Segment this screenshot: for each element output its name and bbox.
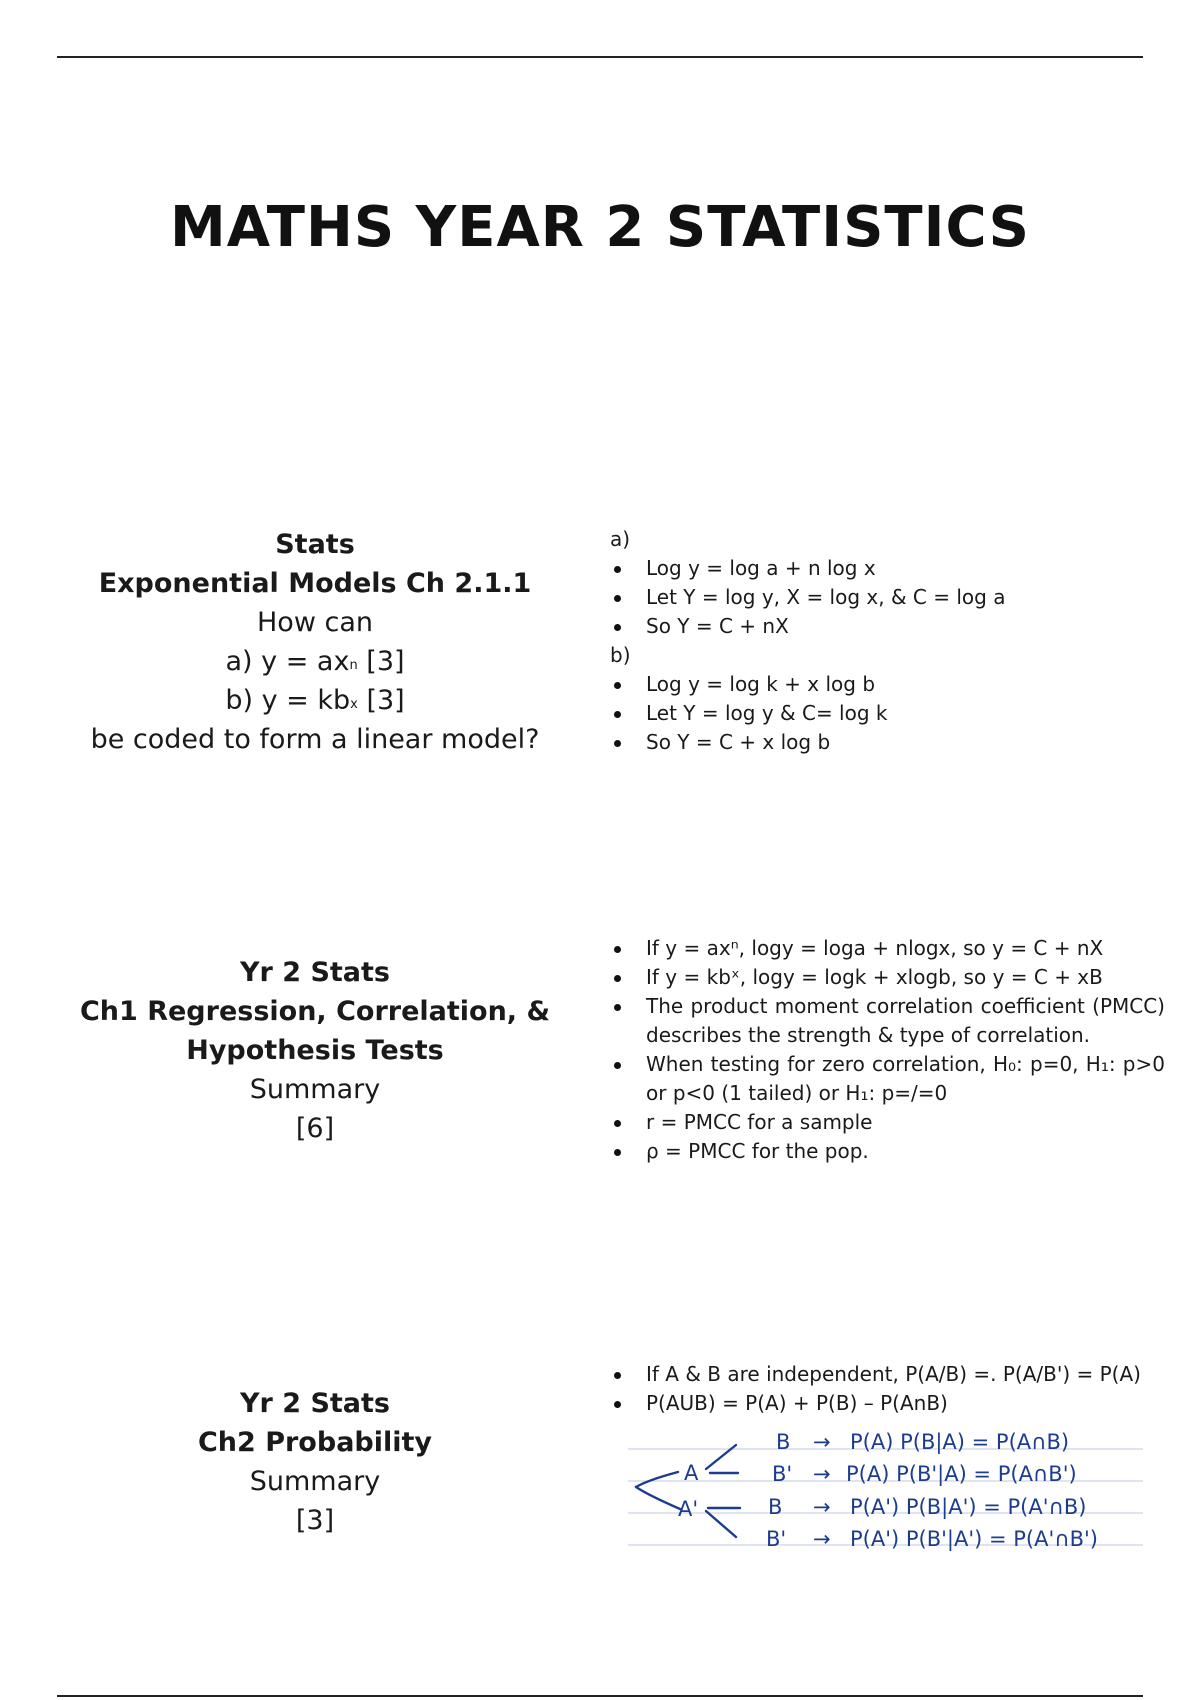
card-1-back <box>610 525 1165 757</box>
header-rule <box>57 56 1143 58</box>
card-3-back <box>610 1360 1165 1418</box>
bullet-item: Log y = log a + n log x <box>610 554 1165 583</box>
item-b-marks: [3] <box>366 685 405 716</box>
bullet-item: So Y = C + x log b <box>610 728 1165 757</box>
tree-result: P(A) P(B'|A) = P(A∩B') <box>846 1462 1077 1486</box>
card-2-front <box>70 953 560 1148</box>
card-2-back <box>610 934 1165 1166</box>
card-2-front-line2: Ch1 Regression, Correlation, & <box>79 996 551 1027</box>
bullet-item: If y = kbˣ, logy = logk + xlogb, so y = C + xB <box>610 963 1165 992</box>
card-3-front-line1: Yr 2 Stats <box>239 1388 390 1419</box>
footer-rule <box>57 1695 1143 1697</box>
probability-tree-diagram <box>628 1425 1143 1555</box>
page-title: MATHS YEAR 2 STATISTICS <box>170 195 1030 260</box>
part-b-label: b) <box>610 643 631 667</box>
card-1-item-b <box>70 681 560 720</box>
tree-result: P(A') P(B'|A') = P(A'∩B') <box>850 1527 1098 1551</box>
card-1-front-line1: Stats <box>275 529 355 560</box>
part-b-list <box>610 670 1165 757</box>
card-2-front-line4: Summary <box>249 1074 381 1105</box>
card-2-front-line1: Yr 2 Stats <box>239 957 390 988</box>
card-2-front-line5: [6] <box>295 1113 335 1144</box>
item-b-label: b) <box>225 685 253 716</box>
card-1-item-a <box>70 642 560 681</box>
card-1-front-line6: be coded to form a linear model? <box>90 724 540 755</box>
item-a-sup: n <box>349 658 358 673</box>
card-1-front-line2: Exponential Models Ch 2.1.1 <box>98 568 532 599</box>
tree-node-a: A <box>684 1461 699 1485</box>
bullet-item: When testing for zero correlation, H₀: p=0, H₁: p>0 or p<0 (1 tailed) or H₁: p=/=0 <box>610 1050 1165 1108</box>
card-2-front-line3: Hypothesis Tests <box>186 1035 444 1066</box>
tree-branch-event: B <box>768 1495 783 1519</box>
tree-branch-event: B' <box>766 1527 787 1551</box>
part-a-list <box>610 554 1165 641</box>
card-1-front-line3: How can <box>257 607 373 638</box>
card-3-list <box>610 1360 1165 1418</box>
tree-result: P(A) P(B|A) = P(A∩B) <box>850 1430 1070 1454</box>
tree-branch-event: B' <box>772 1462 793 1486</box>
bullet-item: r = PMCC for a sample <box>610 1108 1165 1137</box>
item-a-label: a) <box>225 646 253 677</box>
tree-branch <box>706 1511 736 1537</box>
tree-arrow: → <box>813 1462 831 1486</box>
part-a-label: a) <box>610 527 631 551</box>
tree-branch <box>636 1487 680 1509</box>
bullet-item: ρ = PMCC for the pop. <box>610 1137 1165 1166</box>
card-3-front-line2: Ch2 Probability <box>197 1427 433 1458</box>
tree-result: P(A') P(B|A') = P(A'∩B) <box>850 1495 1087 1519</box>
tree-arrow: → <box>813 1495 831 1519</box>
card-3-front-line4: [3] <box>295 1505 335 1536</box>
item-a-marks: [3] <box>366 646 405 677</box>
bullet-item: The product moment correlation coefficient (PMCC) describes the strength & type of correlation. <box>610 992 1165 1050</box>
item-a-eq: y = ax <box>261 646 350 677</box>
bullet-item: Log y = log k + x log b <box>610 670 1165 699</box>
bullet-item: Let Y = log y & C= log k <box>610 699 1165 728</box>
item-b-eq: y = kb <box>261 685 351 716</box>
tree-node-a-prime: A' <box>678 1497 699 1521</box>
bullet-item: So Y = C + nX <box>610 612 1165 641</box>
tree-branch-event: B <box>776 1430 791 1454</box>
tree-arrow: → <box>813 1527 831 1551</box>
bullet-item: Let Y = log y, X = log x, & C = log a <box>610 583 1165 612</box>
card-3-front <box>70 1384 560 1540</box>
bullet-item: If A & B are independent, P(A/B) =. P(A/B') = P(A) <box>610 1360 1165 1389</box>
tree-arrow: → <box>813 1430 831 1454</box>
tree-branch <box>636 1472 678 1487</box>
item-b-sup: x <box>350 697 358 712</box>
card-3-front-line3: Summary <box>249 1466 381 1497</box>
card-2-list <box>610 934 1165 1166</box>
bullet-item: If y = axⁿ, logy = loga + nlogx, so y = C + nX <box>610 934 1165 963</box>
bullet-item: P(AUB) = P(A) + P(B) – P(AnB) <box>610 1389 1165 1418</box>
card-1-front <box>70 525 560 759</box>
